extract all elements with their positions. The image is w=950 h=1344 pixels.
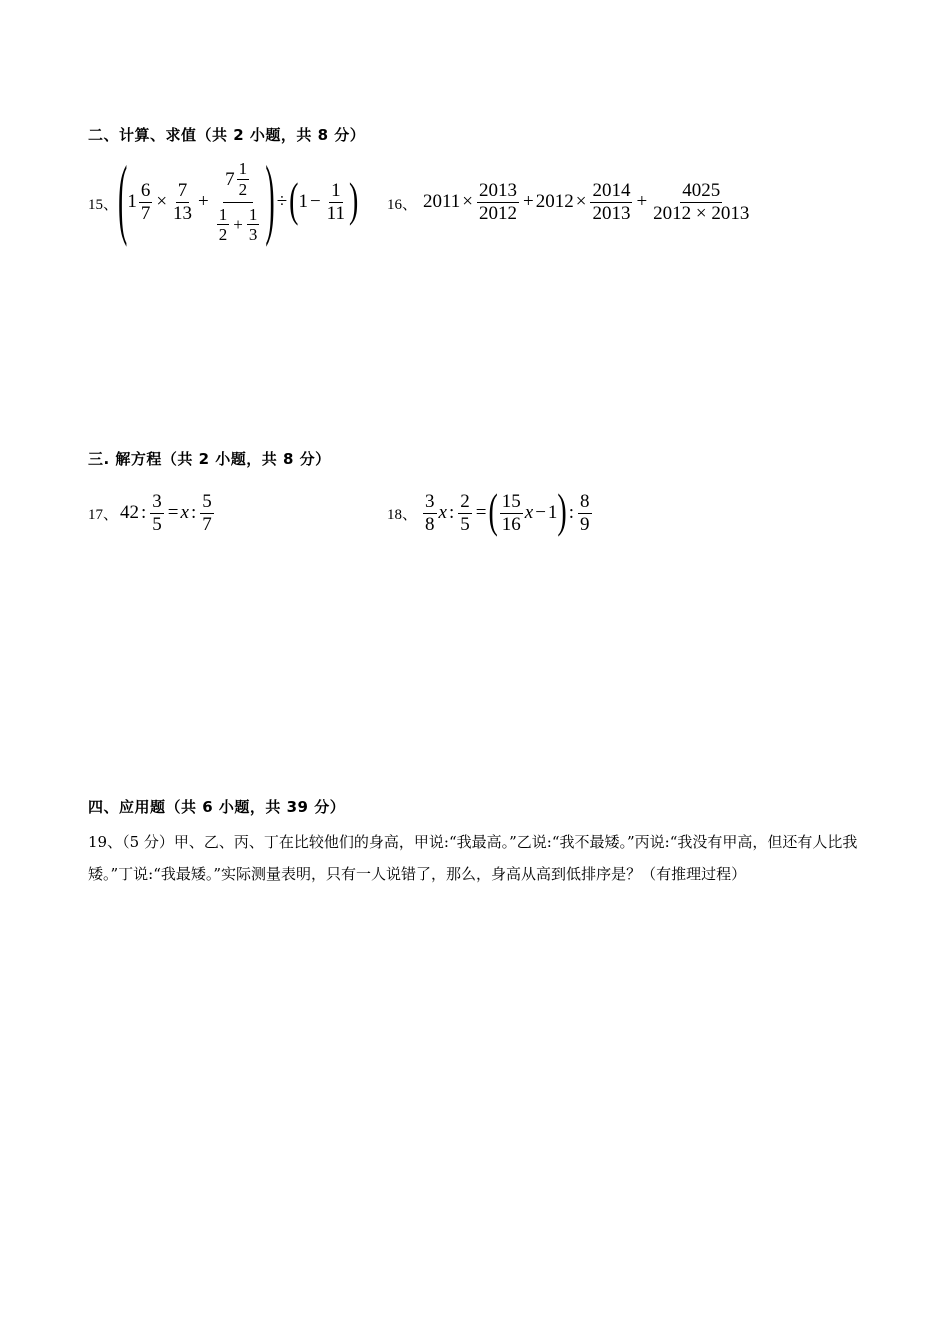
section-heading-3: 三. 解方程（共 2 小题，共 8 分） [88,450,331,468]
problem-15-expression: ( 1 $\frac{6}{7}$ × $\frac{7}{13}$ + 7 1 2 1 2 + $\frac{1}{3}$ ) ÷ ( 1 − $\frac{1}{11}$ ) [118,150,359,250]
p15-whole-1: 1 [127,191,137,212]
p16-frac-4025: $\frac{4025}{2012 \times 2013}$ [653,179,750,224]
section-heading-2: 二、计算、求值（共 2 小题，共 8 分） [88,126,366,144]
problem-18-expression: 3 8 x : $\frac{2}{5}$ = ( 15 16 x − 1 ) : 8 9 [425,485,590,539]
p17-frac-3-5: $\frac{3}{5}$ [152,490,162,535]
p18-frac-2-5: $\frac{2}{5}$ [460,490,470,535]
problem-16-number: 16、 [387,197,418,213]
p17-frac-5-7: 5 7 [202,490,212,535]
p16-frac-2014-2013: $\frac{2014}{2013}$ [592,179,631,224]
problem-17-expression: 42 : $\frac{3}{5}$ = x : 5 7 [120,490,212,535]
p18-frac-3-8: 3 8 [425,490,435,535]
problem-18-number: 18、 [387,507,418,523]
problem-17-number: 17、 [88,507,119,523]
p18-frac-15-16: 15 16 [501,490,521,535]
p15-frac-1-11: $\frac{1}{11}$ [326,179,345,224]
p18-frac-8-9: 8 9 [580,490,590,535]
problem-16-expression: 2011 × $\frac{2013}{2012}$ + 2012 × $\frac{2014}{2013}$ + $\frac{4025}{2012 \times 2013}$ [423,179,750,224]
p15-frac-6-7: $\frac{6}{7}$ [140,179,151,224]
p15-frac-7-13: $\frac{7}{13}$ [173,179,193,224]
p16-frac-2013-2012: $\frac{2013}{2012}$ [479,179,518,224]
problem-19-text: 19、（5 分）甲、乙、丙、丁在比较他们的身高，甲说:“我最高。”乙说:“我不最矮。”丙说:“我没有甲高，但还有人比我矮。”丁说:“我最矮。”实际测量表明，只有一人说错了，那么，身高从高到低排序是？（有推理过程） [88,833,858,883]
section-heading-4: 四、应用题（共 6 小题，共 39 分） [88,798,346,816]
problem-15-number: 15、 [88,197,119,213]
p15-complex-fraction: 7 1 2 1 2 + $\frac{1}{3}$ [218,159,258,245]
